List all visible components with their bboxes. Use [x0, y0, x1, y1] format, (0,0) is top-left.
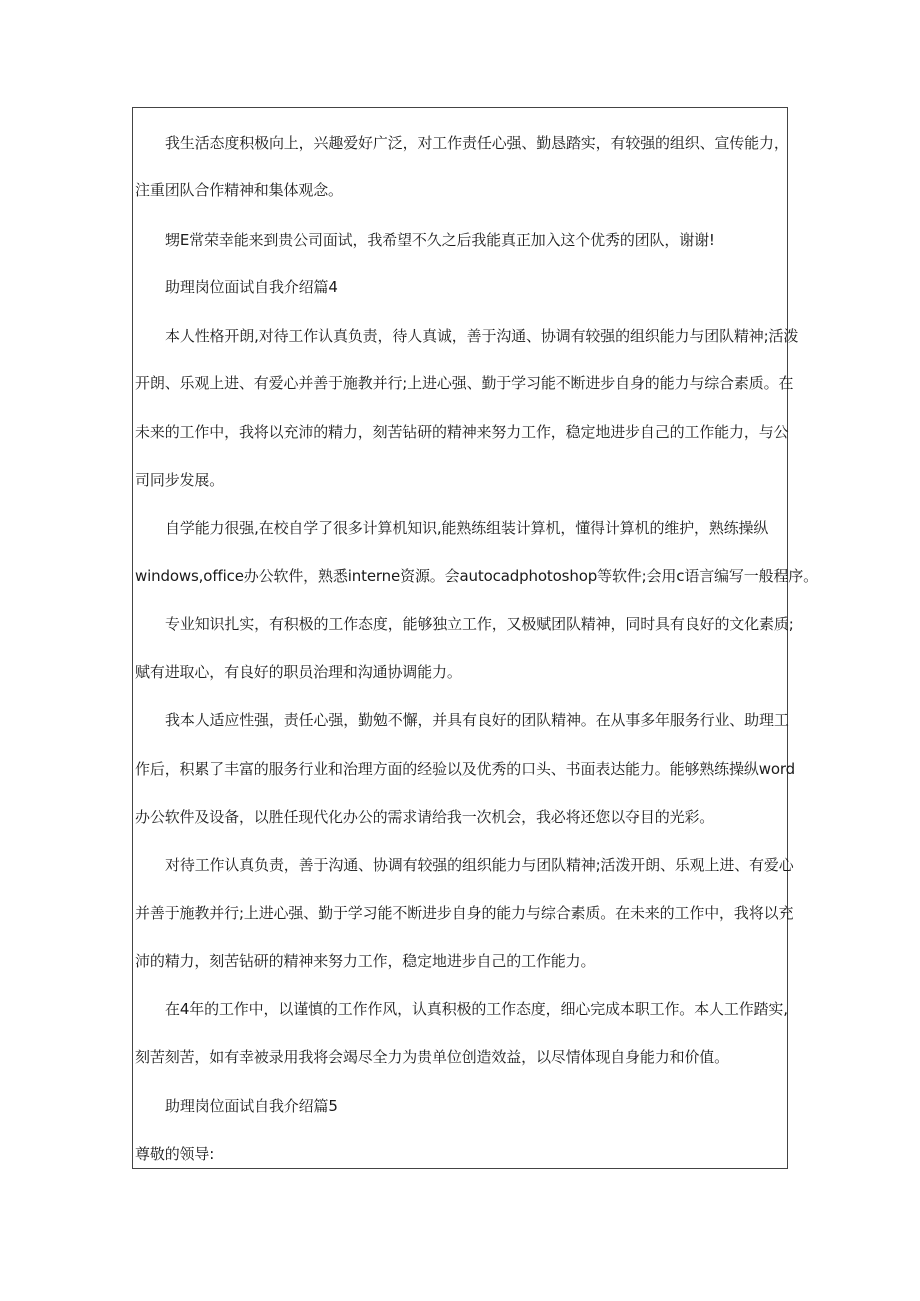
text-line: 沛的精力，刻苦钻研的精神来努力工作，稳定地进步自己的工作能力。: [135, 952, 596, 970]
text-line: 刻苦刻苦，如有幸被录用我将会竭尽全力为贵单位创造效益，以尽情体现自身能力和价值。: [135, 1048, 730, 1066]
text-line: 司同步发展。: [135, 471, 225, 489]
text-line: 并善于施教并行;上进心强、勤于学习能不断进步自身的能力与综合素质。在未来的工作中，我将以充: [135, 904, 794, 922]
text-line: 尊敬的领导:: [135, 1145, 215, 1163]
text-line: 自学能力很强,在校自学了很多计算机知识,能熟练组装计算机，懂得计算机的维护，熟练操纵: [165, 519, 769, 537]
text-line: 专业知识扎实，有积极的工作态度，能够独立工作，又极赋团队精神，同时具有良好的文化素质;: [165, 615, 794, 633]
text-line: 我生活态度积极向上，兴趣爱好广泛，对工作责任心强、勤恳踏实，有较强的组织、宣传能力，: [165, 134, 789, 152]
text-line: 我本人适应性强，责任心强，勤勉不懈，并具有良好的团队精神。在从事多年服务行业、助理工: [165, 711, 789, 729]
text-line: 甥E常荣幸能来到贵公司面试，我希望不久之后我能真正加入这个优秀的团队，谢谢!: [165, 231, 715, 249]
text-line: 作后，积累了丰富的服务行业和治理方面的经验以及优秀的口头、书面表达能力。能够熟练操纵word: [135, 760, 795, 778]
text-line: 本人性格开朗,对待工作认真负责，待人真诚，善于沟通、协调有较强的组织能力与团队精神;活泼: [165, 327, 799, 345]
text-line: 赋有进取心，有良好的职员治理和沟通协调能力。: [135, 663, 462, 681]
section-heading: 助理岗位面试自我介绍篇4: [165, 278, 338, 296]
text-line: 办公软件及设备，以胜任现代化办公的需求请给我一次机会，我必将还您以夺目的光彩。: [135, 808, 715, 826]
section-heading: 助理岗位面试自我介绍篇5: [165, 1097, 338, 1115]
text-line: 对待工作认真负责，善于沟通、协调有较强的组织能力与团队精神;活泼开朗、乐观上进、有爱心: [165, 856, 794, 874]
text-line: 注重团队合作精神和集体观念。: [135, 181, 343, 199]
text-line: windows,office办公软件，熟悉interne资源。会autocadphotoshop等软件;会用c语言编写一般程序。: [135, 567, 819, 585]
text-line: 未来的工作中，我将以充沛的精力，刻苦钻研的精神来努力工作，稳定地进步自己的工作能力，与公: [135, 423, 789, 441]
text-line: 开朗、乐观上进、有爱心并善于施教并行;上进心强、勤于学习能不断进步自身的能力与综合素质。在: [135, 374, 794, 392]
text-line: 在4年的工作中，以谨慎的工作作风，认真积极的工作态度，细心完成本职工作。本人工作踏实,: [165, 1000, 788, 1018]
